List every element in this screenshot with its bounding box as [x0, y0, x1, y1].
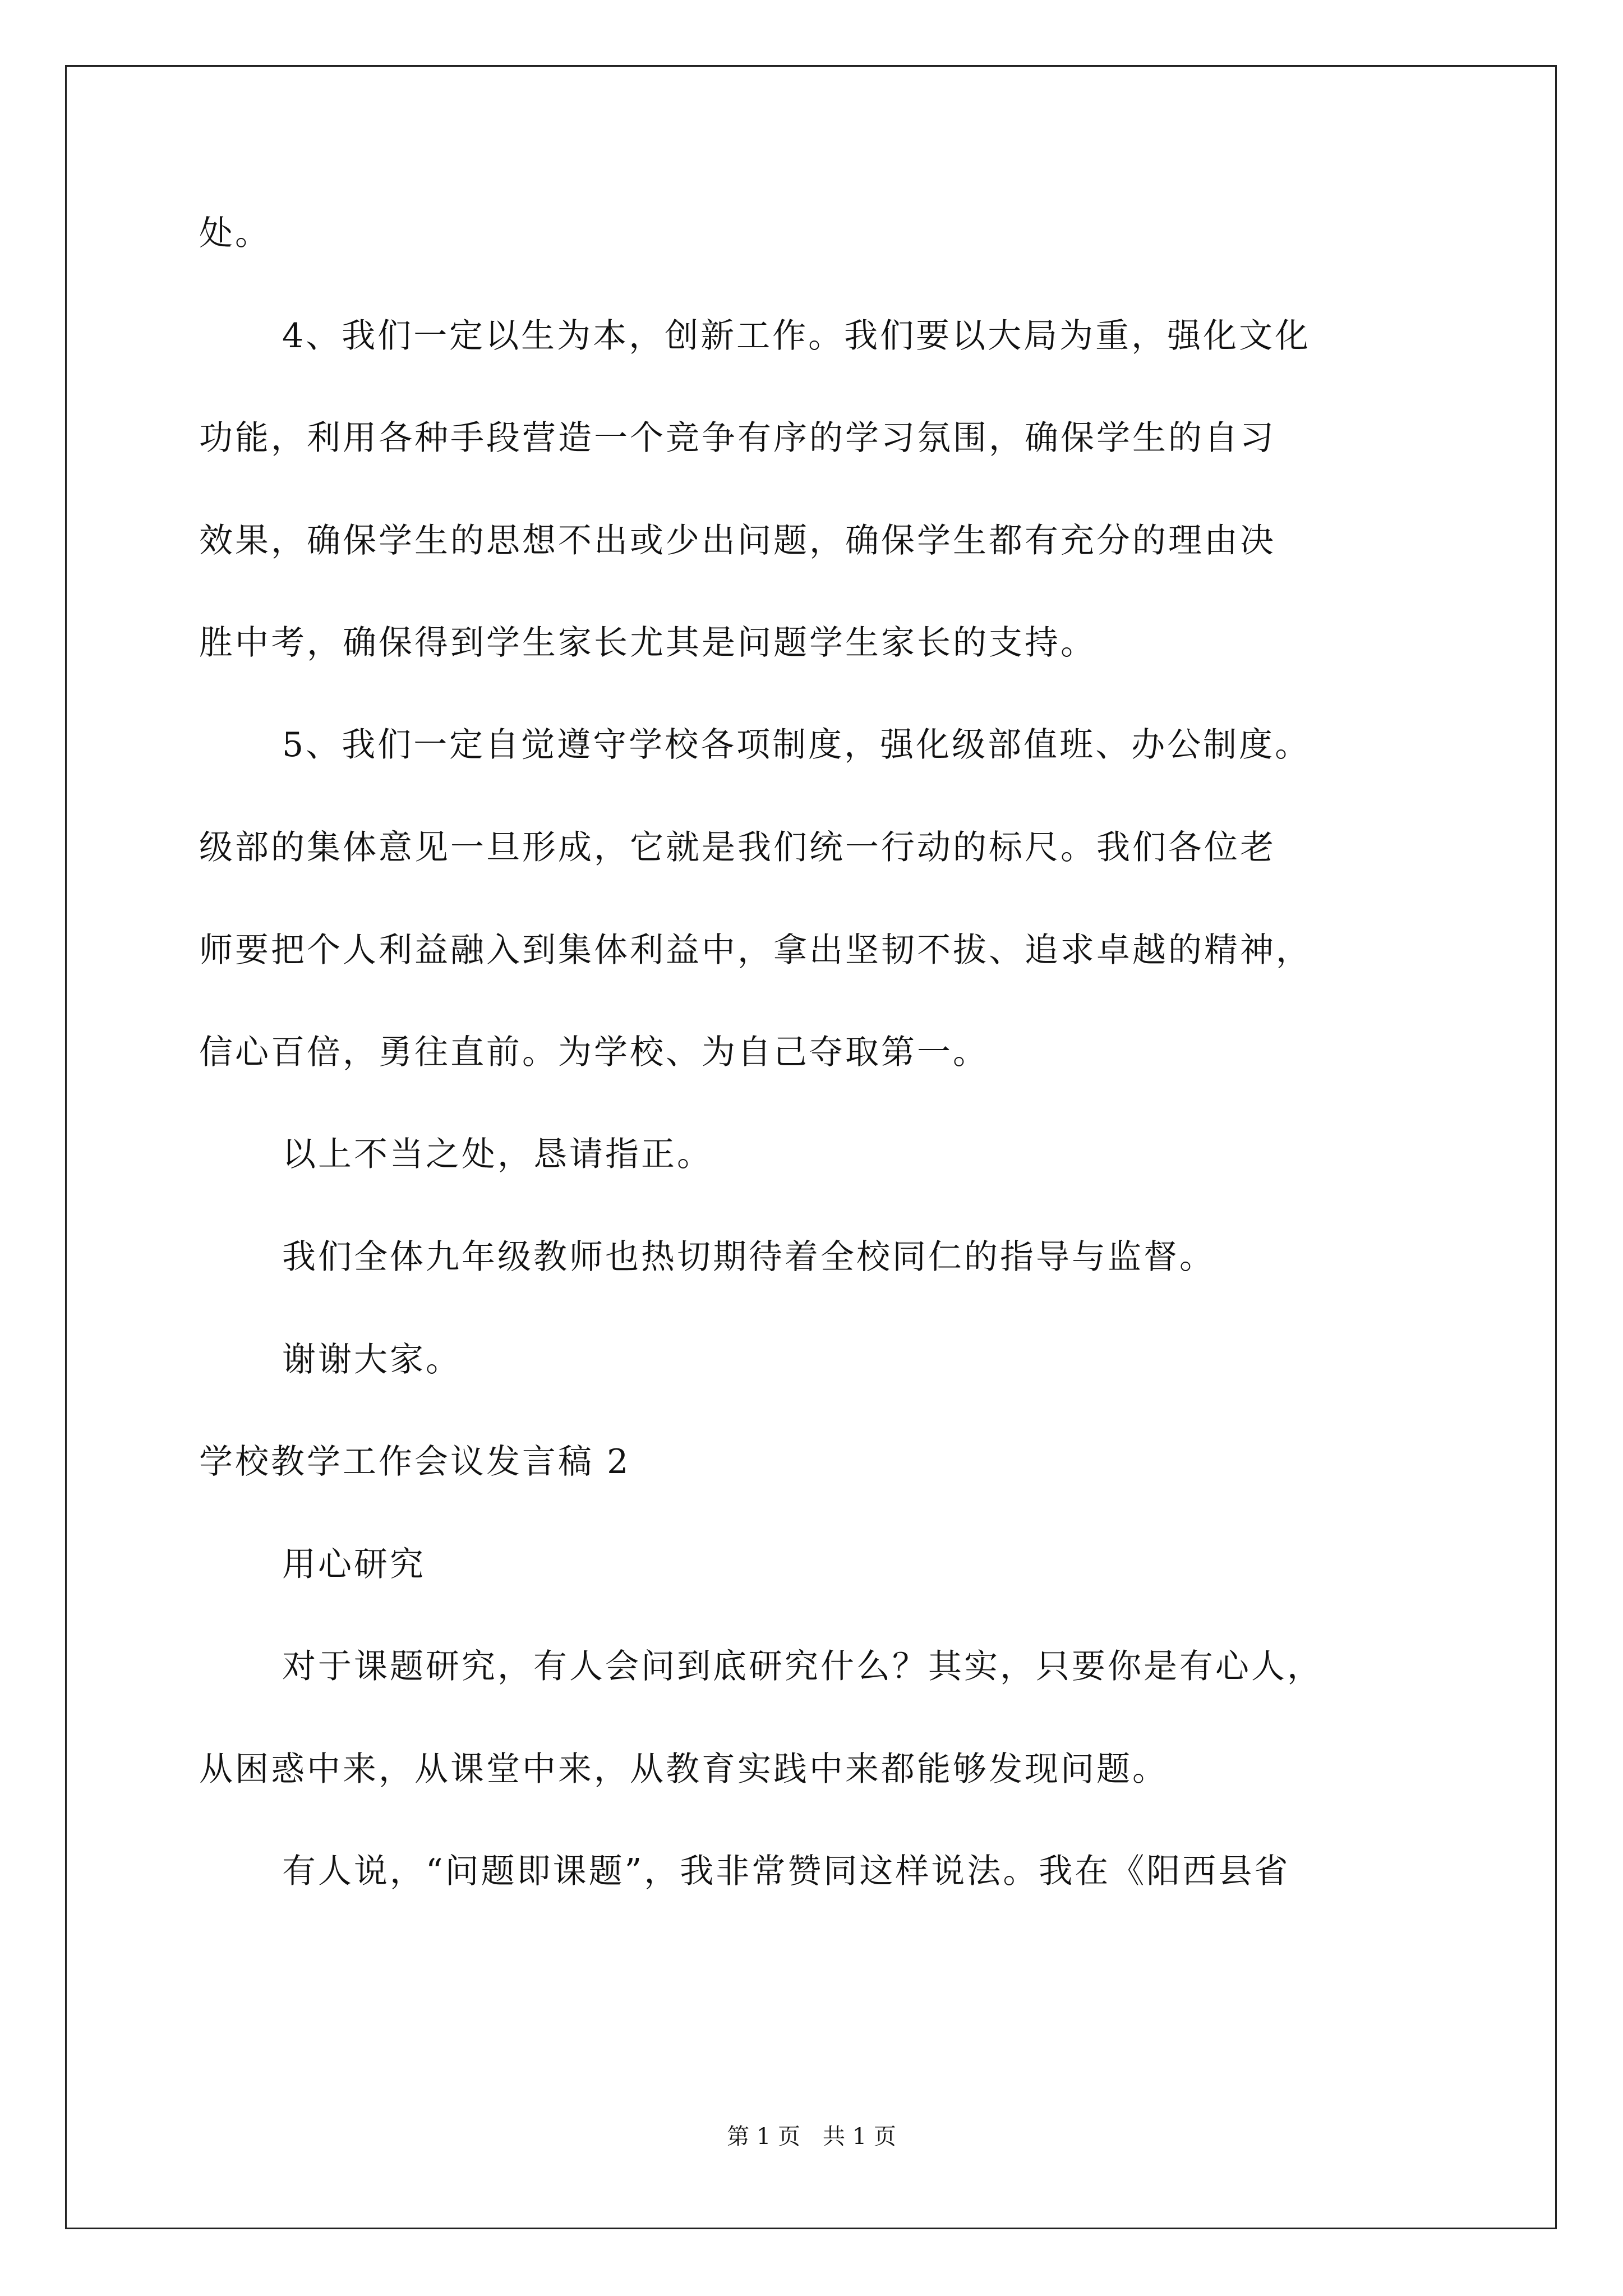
section-heading: 学校教学工作会议发言稿 2 [199, 1442, 631, 1481]
text-line-15: 对于课题研究，有人会问到底研究什么？其实，只要你是有心人， [282, 1647, 1323, 1686]
text-line-7: 级部的集体意见一旦形成，它就是我们统一行动的标尺。我们各位老 [199, 828, 1276, 867]
text-line-11: 我们全体九年级教师也热切期待着全校同仁的指导与监督。 [282, 1237, 1215, 1277]
text-line-4: 效果，确保学生的思想不出或少出问题，确保学生都有充分的理由决 [199, 521, 1276, 560]
text-line-5: 胜中考，确保得到学生家长尤其是问题学生家长的支持。 [199, 623, 1096, 662]
text-line-2: 4、我们一定以生为本，创新工作。我们要以大局为重，强化文化 [282, 316, 1311, 356]
page-footer: 第 1 页 共 1 页 [727, 2124, 896, 2150]
text-line-3: 功能，利用各种手段营造一个竞争有序的学习氛围，确保学生的自习 [199, 418, 1276, 458]
text-line-6: 5、我们一定自觉遵守学校各项制度，强化级部值班、办公制度。 [282, 725, 1311, 765]
text-line-10: 以上不当之处，恳请指正。 [282, 1135, 713, 1174]
text-line-14: 用心研究 [282, 1545, 426, 1584]
text-line-9: 信心百倍，勇往直前。为学校、为自己夺取第一。 [199, 1033, 989, 1072]
text-line-16: 从困惑中来，从课堂中来，从教育实践中来都能够发现问题。 [199, 1750, 1168, 1789]
text-line-1: 处。 [199, 214, 271, 253]
text-line-8: 师要把个人利益融入到集体利益中，拿出坚韧不拔、追求卓越的精神， [199, 931, 1312, 970]
text-line-12: 谢谢大家。 [282, 1340, 462, 1379]
text-line-17: 有人说，“问题即课题”，我非常赞同这样说法。我在《阳西县省 [282, 1852, 1290, 1891]
